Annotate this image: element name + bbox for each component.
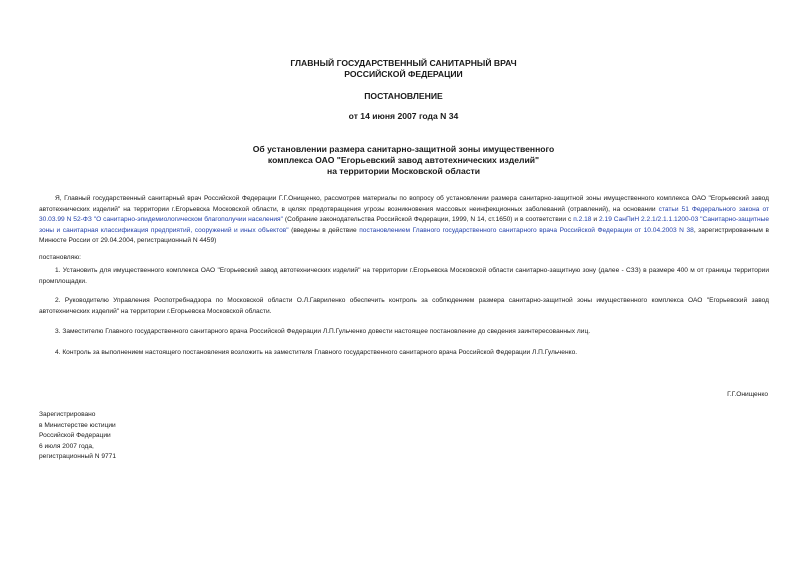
registration-block: [39, 410, 116, 463]
title-line-2: комплекса ОАО "Егорьевский завод автотехнических изделий": [267, 155, 540, 165]
preamble-text-4: (введены в действие: [288, 226, 360, 234]
link-law-article-51[interactable]: статьи 51 Федерального закона от 30.03.99 N 52-ФЗ "О санитарно-эпидемиологическом благополучии населения": [39, 205, 769, 224]
issuer-header: [0, 58, 807, 80]
preamble-text-3: и: [591, 216, 600, 224]
preamble-text-5: , зарегистрированным в Минюсте России от 29.04.2004, регистрационный N 4459): [39, 226, 769, 245]
preamble-paragraph: [39, 194, 769, 247]
preamble-text-2: (Собрание законодательства Российской Федерации, 1999, N 14, ст.1650) и в соответствии с: [282, 216, 574, 224]
registration-line: 6 июля 2007 года,: [39, 442, 94, 450]
resolution-item-1: 1. Установить для имущественного комплекса ОАО "Егорьевский завод автотехнических изделий" на территории г.Егорьевска Московской области санитарно-защитную зону (далее - СЗЗ) в размере 400 м от границы территории промплощадки.: [39, 267, 769, 285]
resolution-item-4: 4. Контроль за выполнением настоящего постановления возложить на заместителя Главного государственного санитарного врача Российской Федерации Л.П.Гульченко.: [55, 349, 578, 356]
issuer-line-2: РОССИЙСКОЙ ФЕДЕРАЦИИ: [344, 69, 463, 79]
title-line-1: Об установлении размера санитарно-защитной зоны имущественного: [252, 144, 555, 154]
registration-line: Зарегистрировано: [39, 411, 96, 418]
registration-line: регистрационный N 9771: [39, 453, 117, 461]
document-date-number: от 14 июня 2007 года N 34: [348, 111, 459, 121]
issuer-line-1: ГЛАВНЫЙ ГОСУДАРСТВЕННЫЙ САНИТАРНЫЙ ВРАЧ: [290, 58, 517, 68]
resolve-label: постановляю:: [39, 254, 82, 261]
signer-name: Г.Г.Онищенко: [727, 391, 768, 398]
link-sanpin-2-19[interactable]: 2.19 СанПиН 2.2.1/2.1.1.1200-03 "Санитарно-защитные зоны и санитарная классификация предприятий, сооружений и иных объектов": [39, 216, 769, 234]
document-title: [0, 144, 807, 177]
document-type: ПОСТАНОВЛЕНИЕ: [364, 91, 443, 101]
registration-line: Российской Федерации: [39, 432, 111, 440]
resolution-item-2: 2. Руководителю Управления Роспотребнадзора по Московской области О.Л.Гавриленко обеспечить контроль за соблюдением размера санитарно-защитной зоны имущественного комплекса ОАО "Егорьевский завод автотехнических изделий" на территории г.Егорьевска Московской области.: [39, 297, 769, 315]
link-clause-2-18[interactable]: п.2.18: [573, 216, 592, 224]
registration-line: в Министерстве юстиции: [39, 421, 116, 429]
title-line-3: на территории Московской области: [327, 166, 480, 176]
link-resolution-38[interactable]: постановлением Главного государственного санитарного врача Российской Федерации от 10.04.2003 N 38: [359, 226, 694, 234]
preamble-text-1: Я, Главный государственный санитарный врач Российской Федерации Г.Г.Онищенко, рассмотрев материалы по вопросу об установлении размера санитарно-защитной зоны имущественного комплекса ОАО "Егорьевский завод автотехнических изделий" на территории г.Егорьевска Московской области, в целях предотвращения угрозы возникновения массовых неинфекционных заболеваний (отравлений), на основании: [39, 195, 769, 213]
resolution-item-3: 3. Заместителю Главного государственного санитарного врача Российской Федерации Л.П.Гульченко довести настоящее постановление до сведения заинтересованных лиц.: [55, 328, 591, 335]
